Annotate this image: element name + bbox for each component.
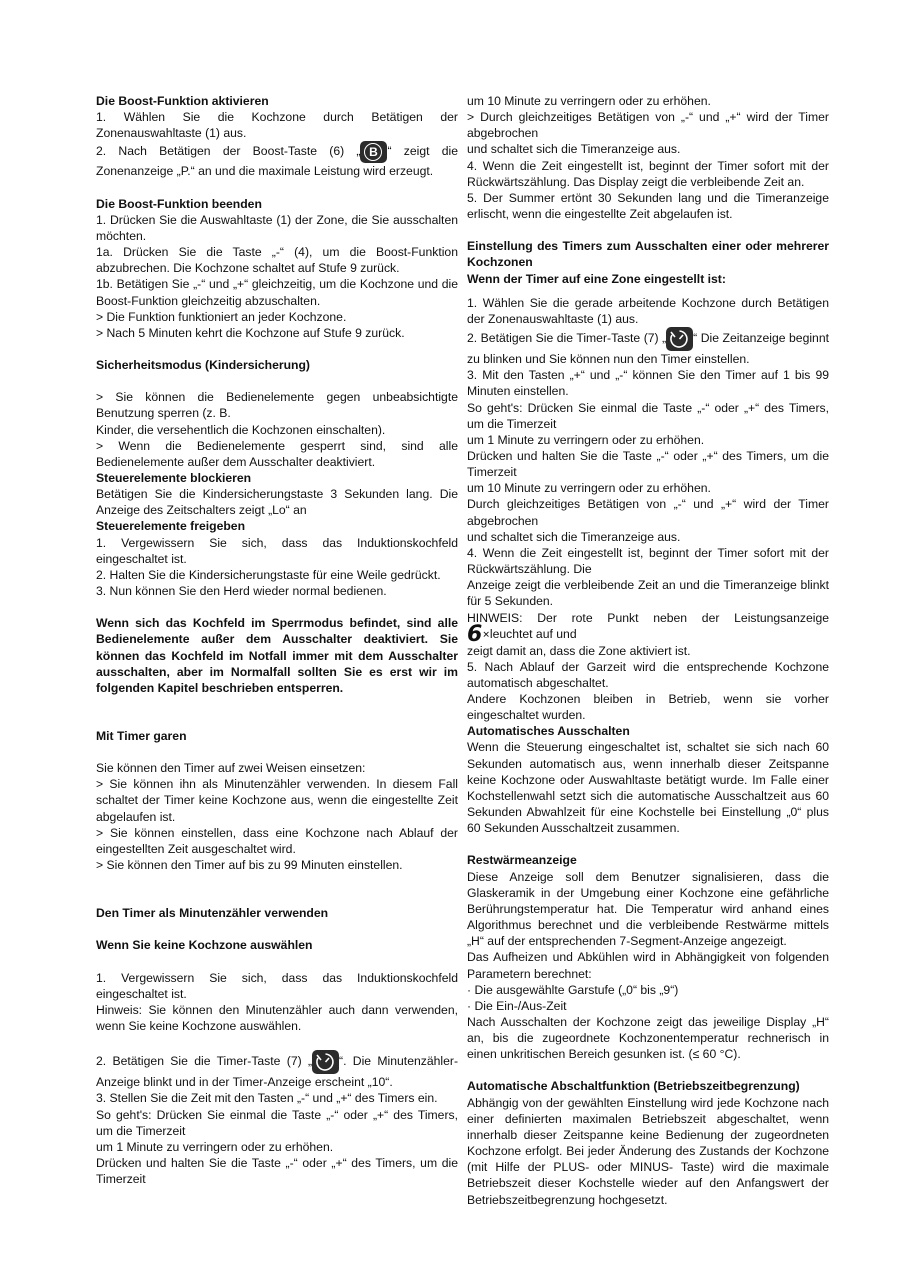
boost-on-step-1: 1. Wählen Sie die Kochzone durch Betätigen der Zonenauswahltaste (1) aus. bbox=[96, 110, 458, 141]
zone-step-2 bbox=[467, 327, 829, 367]
safety-paragraph-1a: > Sie können die Bedienelemente gegen unbeabsichtigte Benutzung sperren (z. B. bbox=[96, 390, 458, 421]
safety-paragraph-2: > Wenn die Bedienelemente gesperrt sind, sind alle Bedienelemente außer dem Ausschalter deaktiviert. bbox=[96, 438, 458, 469]
residual-heat-bullet-2: · Die Ein-/Aus-Zeit bbox=[467, 998, 567, 1013]
unlock-heading: Steuerelemente freigeben bbox=[96, 519, 246, 534]
cont-step-4: 4. Wenn die Zeit eingestellt ist, beginnt der Timer sofort mit der Rückwärtszählung. Das Display zeigt die verbleibende Zeit an. bbox=[467, 158, 829, 189]
zone-hint-text-a: HINWEIS: Der rote Punkt neben der Leistungsanzeige bbox=[467, 610, 829, 625]
red-dot-icon: ✕ bbox=[482, 629, 490, 640]
unlock-step-1: 1. Vergewissern Sie sich, dass das Induktionskochfeld eingeschaltet ist. bbox=[96, 535, 458, 566]
boost-off-note-2: > Nach 5 Minuten kehrt die Kochzone auf Stufe 9 zurück. bbox=[96, 325, 405, 340]
lock-warning: Wenn sich das Kochfeld im Sperrmodus befindet, sind alle Bedienelemente außer dem Ausschalter deaktiviert. Sie können das Kochfeld im Notfall immer mit dem Ausschalter ausschalten, aber im Normalfall sollten Sie es erst wir im folgenden Kapitel beschrieben entsperren. bbox=[96, 616, 458, 695]
no-zone-step-1: 1. Vergewissern Sie sich, dass das Induktionskochfeld eingeschaltet ist. bbox=[96, 970, 458, 1001]
zone-timer-heading: Einstellung des Timers zum Ausschalten einer oder mehrerer Kochzonen bbox=[467, 239, 829, 270]
left-column bbox=[96, 93, 458, 1187]
timer-point-2: > Sie können einstellen, dass eine Kochzone nach Ablauf der eingestellten Zeit ausgeschaltet wird. bbox=[96, 825, 458, 856]
no-zone-heading: Wenn Sie keine Kochzone auswählen bbox=[96, 938, 313, 953]
shutoff-heading: Automatische Abschaltfunktion (Betriebszeitbegrenzung) bbox=[467, 1079, 800, 1094]
zone-off: und schaltet sich die Timeranzeige aus. bbox=[467, 529, 681, 544]
no-zone-step-2-text-b: “. Die Minutenzähler-Anzeige blinkt und in der Timer-Anzeige erscheint „10“. bbox=[96, 1054, 458, 1090]
zone-hint bbox=[467, 610, 829, 647]
cont-off: und schaltet sich die Timeranzeige aus. bbox=[467, 142, 681, 157]
zone-hint-text-b: leuchtet auf und bbox=[489, 626, 577, 641]
zone-hint-c: zeigt damit an, dass die Zone aktiviert ist. bbox=[467, 643, 691, 658]
cont-10min: um 10 Minute zu verringern oder zu erhöhen. bbox=[467, 94, 711, 108]
unlock-step-2: 2. Halten Sie die Kindersicherungstaste für eine Weile gedrückt. bbox=[96, 567, 441, 582]
no-zone-step-3: 3. Stellen Sie die Zeit mit den Tasten „-“ und „+“ des Timers ein. bbox=[96, 1091, 438, 1106]
minute-counter-heading: Den Timer als Minutenzähler verwenden bbox=[96, 906, 329, 921]
boost-on-heading: Die Boost-Funktion aktivieren bbox=[96, 94, 269, 108]
boost-button-icon bbox=[360, 141, 387, 163]
zone-step-1: 1. Wählen Sie die gerade arbeitende Kochzone durch Betätigen der Zonenauswahltaste (1) aus. bbox=[467, 295, 829, 326]
zone-step-5: 5. Nach Ablauf der Garzeit wird die entsprechende Kochzone automatisch abgeschaltet. bbox=[467, 659, 829, 690]
cont-step-5: 5. Der Summer ertönt 30 Sekunden lang und die Timeranzeige erlischt, wenn die eingestellte Zeit abgelaufen ist. bbox=[467, 190, 829, 222]
zone-timer-subheading: Wenn der Timer auf eine Zone eingestellt ist: bbox=[467, 271, 726, 286]
zone-step-2-text-a: 2. Betätigen Sie die Timer-Taste (7) „ bbox=[467, 331, 667, 346]
zone-step-2-text-b: “ Die Zeitanzeige beginnt zu blinken und Sie können nun den Timer einstellen. bbox=[467, 331, 829, 367]
no-zone-step-2-text-a: 2. Betätigen Sie die Timer-Taste (7) „ bbox=[96, 1054, 313, 1069]
right-column bbox=[467, 93, 829, 1208]
zone-other: Andere Kochzonen bleiben in Betrieb, wenn sie vorher eingeschaltet wurden. bbox=[467, 692, 829, 723]
zone-1min: um 1 Minute zu verringern oder zu erhöhen. bbox=[467, 432, 705, 447]
safety-heading: Sicherheitsmodus (Kindersicherung) bbox=[96, 358, 310, 373]
zone-step-4a: 4. Wenn die Zeit eingestellt ist, beginnt der Timer sofort mit der Rückwärtszählung. Die bbox=[467, 545, 829, 577]
no-zone-step-2 bbox=[96, 1050, 458, 1090]
zone-10min: um 10 Minute zu verringern oder zu erhöhen. bbox=[467, 481, 711, 496]
boost-off-step-1: 1. Drücken Sie die Auswahltaste (1) der Zone, die Sie ausschalten möchten. bbox=[96, 212, 458, 243]
zone-hold: Drücken und halten Sie die Taste „-“ oder „+“ des Timers, um die Timerzeit bbox=[467, 448, 829, 480]
auto-off-heading: Automatisches Ausschalten bbox=[467, 724, 630, 739]
boost-on-step-2-text-b: “ zeigt die Zonenanzeige „P.“ an und die maximale Leistung wird erzeugt. bbox=[96, 144, 458, 179]
zone-both: Durch gleichzeitiges Betätigen von „-“ und „+“ wird der Timer abgebrochen bbox=[467, 497, 829, 528]
zone-step-3: 3. Mit den Tasten „+“ und „-“ können Sie den Timer auf 1 bis 99 Minuten einstellen. bbox=[467, 368, 829, 399]
timer-point-1: > Sie können ihn als Minutenzähler verwenden. In diesem Fall schaltet der Timer keine Kochzone aus, wenn die eingestellte Zeit abgelaufen ist. bbox=[96, 777, 458, 824]
residual-heat-heading: Restwärmeanzeige bbox=[467, 853, 577, 868]
boost-on-step-2-text-a: 2. Nach Betätigen der Boost-Taste (6) „ bbox=[96, 144, 361, 159]
lock-heading: Steuerelemente blockieren bbox=[96, 470, 252, 485]
no-zone-howto: So geht's: Drücken Sie einmal die Taste „-“ oder „+“ des Timers, um die Timerzeit bbox=[96, 1107, 458, 1138]
cont-both: > Durch gleichzeitiges Betätigen von „-“ und „+“ wird der Timer abgebrochen bbox=[467, 110, 829, 141]
zone-step-4b: Anzeige zeigt die verbleibende Zeit an und die Timeranzeige blinkt für 5 Sekunden. bbox=[467, 578, 829, 609]
boost-off-note-1: > Die Funktion funktioniert an jeder Kochzone. bbox=[96, 309, 347, 324]
residual-heat-after: Nach Ausschalten der Kochzone zeigt das jeweilige Display „H“ an, bis die zugeordnete Kochzonentemperatur rechnerisch in einen unkritischen Bereich gesunken ist. (≤ 60 °C). bbox=[467, 1014, 829, 1062]
zone-howto: So geht's: Drücken Sie einmal die Taste „-“ oder „+“ des Timers, um die Timerzeit bbox=[467, 400, 829, 431]
no-zone-1min: um 1 Minute zu verringern oder zu erhöhen. bbox=[96, 1139, 334, 1154]
residual-heat-text: Diese Anzeige soll dem Benutzer signalisieren, dass die Glaskeramik in der Umgebung einer Kochzone eine gefährliche Berührungstemperatur hat. Die Temperatur wird anhand eines Algorithmus berechnet und die verbleibende Restwärme mittels „H“ auf der entsprechenden 7-Segment-Anzeige angezeigt. bbox=[467, 869, 829, 949]
unlock-step-3: 3. Nun können Sie den Herd wieder normal bedienen. bbox=[96, 584, 387, 599]
boost-icon-letter: B bbox=[364, 143, 382, 161]
lock-text: Betätigen Sie die Kindersicherungstaste 3 Sekunden lang. Die Anzeige des Zeitschalters zeigt „Lo“ an bbox=[96, 487, 458, 518]
boost-off-step-1b: 1b. Betätigen Sie „-“ und „+“ gleichzeitig, um die Kochzone und die Boost-Funktion gleichzeitig abzuschalten. bbox=[96, 277, 458, 308]
timer-point-3: > Sie können den Timer auf bis zu 99 Minuten einstellen. bbox=[96, 858, 403, 873]
timer-heading: Mit Timer garen bbox=[96, 729, 187, 743]
no-zone-hint: Hinweis: Sie können den Minutenzähler auch dann verwenden, wenn Sie keine Kochzone auswählen. bbox=[96, 1002, 458, 1034]
shutoff-text: Abhängig von der gewählten Einstellung wird jede Kochzone nach einer definierten maximalen Betriebszeit abgeschaltet, wenn innerhalb dieser Zeitspanne keine Bedienung der zugeordneten Kochzone erfolgt. Bei jeder Änderung des Zustands der Kochzone (mit Hilfe der PLUS- oder MINUS- Taste) wird die maximale Betriebszeit dieser Kochstelle wieder auf den Anfangswert der Betriebszeitbegrenzung hochgesetzt. bbox=[467, 1095, 829, 1207]
timer-button-icon bbox=[312, 1050, 339, 1074]
auto-off-text: Wenn die Steuerung eingeschaltet ist, schaltet sie sich nach 60 Sekunden automatisch aus, wenn innerhalb dieser Zeitspanne keine Kochzone oder Auswahltaste betätigt wurde. Im Falle einer Kochstellenwahl setzt sich die automatische Ausschaltzeit aus 60 Sekunden Abwahlzeit für eine Kochstelle bei Einstellung „0“ plus 60 Sekunden Ausschaltzeit zusammen. bbox=[467, 740, 829, 836]
residual-heat-bullet-1: · Die ausgewählte Garstufe („0“ bis „9“) bbox=[467, 982, 679, 997]
residual-heat-params: Das Aufheizen und Abkühlen wird in Abhängigkeit von folgenden Parametern berechnet: bbox=[467, 950, 829, 981]
seven-segment-digit-icon: 6 bbox=[467, 621, 483, 647]
no-zone-hold: Drücken und halten Sie die Taste „-“ oder „+“ des Timers, um die Timerzeit bbox=[96, 1155, 458, 1187]
boost-off-step-1a: 1a. Drücken Sie die Taste „-“ (4), um die Boost-Funktion abzubrechen. Die Kochzone schaltet auf Stufe 9 zurück. bbox=[96, 245, 458, 276]
timer-button-icon bbox=[666, 327, 693, 351]
boost-on-step-2 bbox=[96, 141, 458, 179]
safety-paragraph-1b: Kinder, die versehentlich die Kochzonen einschalten). bbox=[96, 422, 386, 437]
boost-off-heading: Die Boost-Funktion beenden bbox=[96, 196, 262, 211]
timer-intro: Sie können den Timer auf zwei Weisen einsetzen: bbox=[96, 761, 366, 776]
